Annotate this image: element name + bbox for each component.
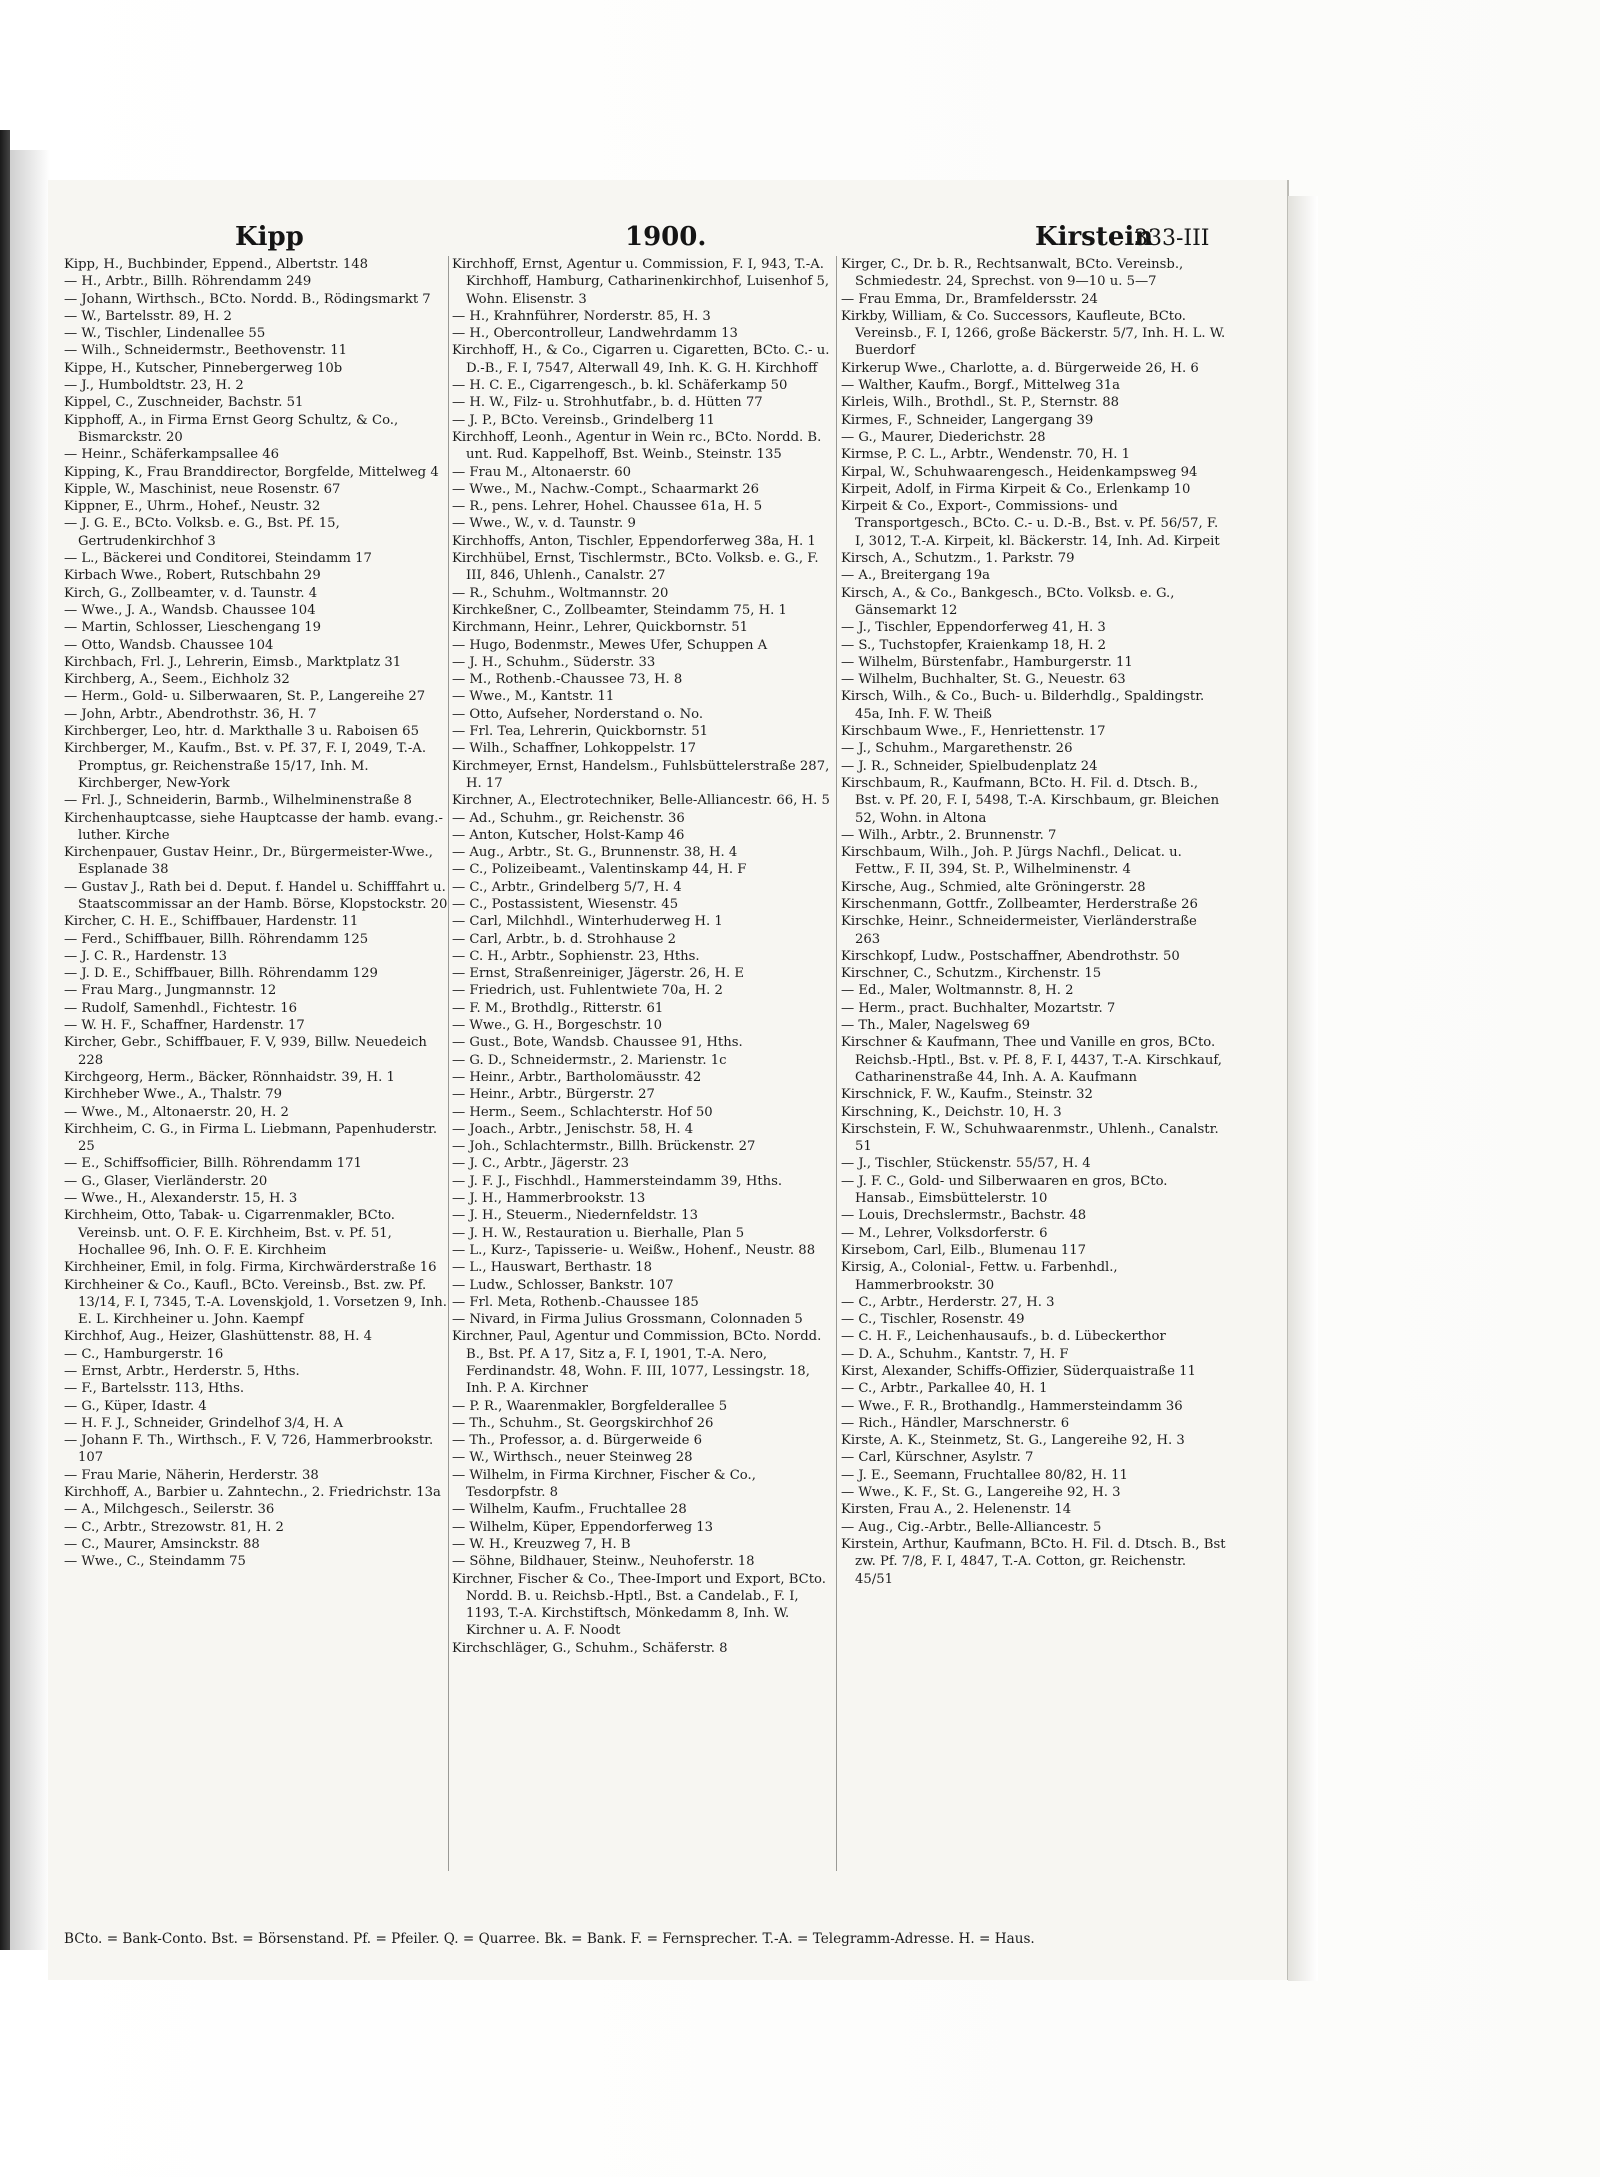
directory-entry: — Martin, Schlosser, Lieschengang 19: [64, 620, 322, 636]
directory-entry: — Frau M., Altonaerstr. 60: [452, 464, 631, 480]
directory-entry: — Wwe., C., Steindamm 75: [64, 1554, 246, 1570]
directory-entry: — Carl, Milchhdl., Winterhuderweg H. 1: [452, 914, 723, 930]
directory-entry: — J. E., Seemann, Fruchtallee 80/82, H. 11: [841, 1467, 1128, 1483]
directory-entry: Kirchner, Fischer & Co., Thee-Import und Export, BCto. Nordd. B. u. Reichsb.-Hptl., Bst. a Candelab., F. I, 1193, T.-A. Kirchstiftsch, Mönkedamm 8, Inh. W. Kirchner u. A. F. Noodt: [452, 1571, 826, 1639]
directory-entry: — J. C. R., Hardenstr. 13: [64, 948, 228, 964]
directory-entry: — C., Arbtr., Parkallee 40, H. 1: [841, 1381, 1048, 1397]
directory-entry: — Frau Emma, Dr., Bramfeldersstr. 24: [841, 291, 1098, 307]
directory-entry: — J., Humboldtstr. 23, H. 2: [64, 378, 244, 394]
directory-entry: — W. H., Kreuzweg 7, H. B: [452, 1536, 631, 1552]
directory-entry: — Joach., Arbtr., Jenischstr. 58, H. 4: [452, 1121, 694, 1137]
directory-entry: — Wilh., Schaffner, Lohkoppelstr. 17: [452, 741, 696, 757]
directory-entry: Kirsche, Aug., Schmied, alte Gröningerstr. 28: [841, 879, 1146, 895]
directory-entry: Kirchhoff, Ernst, Agentur u. Commission, F. I, 943, T.-A. Kirchhoff, Hamburg, Catharinenkirchhof, Luisenhof 5, Wohn. Elisenstr. 3: [452, 257, 830, 307]
directory-entry: — Wwe., M., Altonaerstr. 20, H. 2: [64, 1104, 289, 1120]
directory-entry: — Wilhelm, Bürstenfabr., Hamburgerstr. 11: [841, 654, 1133, 670]
directory-entry: Kirchhoff, A., Barbier u. Zahntechn., 2. Friedrichstr. 13a: [64, 1485, 441, 1501]
directory-entry: Kirschbaum, R., Kaufmann, BCto. H. Fil. d. Dtsch. B., Bst. v. Pf. 20, F. I, 5498, T.-A. Kirschbaum, gr. Bleichen 52, Wohn. in Altona: [841, 775, 1220, 826]
directory-entry: Kirbach Wwe., Robert, Rutschbahn 29: [64, 568, 321, 584]
directory-entry: Kirchhoffs, Anton, Tischler, Eppendorferweg 38a, H. 1: [452, 533, 816, 549]
directory-entry: Kippel, C., Zuschneider, Bachstr. 51: [64, 395, 304, 411]
directory-entry: Kirchhübel, Ernst, Tischlermstr., BCto. Volksb. e. G., F. III, 846, Uhlenh., Canalstr. 27: [452, 551, 819, 584]
directory-entry: Kirchbach, Frl. J., Lehrerin, Eimsb., Marktplatz 31: [64, 654, 402, 670]
directory-entry: — S., Tuchstopfer, Kraienkamp 18, H. 2: [841, 637, 1107, 653]
directory-entry: — Th., Professor, a. d. Bürgerweide 6: [452, 1433, 703, 1449]
directory-entry: — M., Rothenb.-Chaussee 73, H. 8: [452, 672, 683, 688]
directory-entry: Kirmes, F., Schneider, Langergang 39: [841, 412, 1094, 428]
directory-entry: — Wwe., J. A., Wandsb. Chaussee 104: [64, 602, 316, 618]
directory-entry: — F., Bartelsstr. 113, Hths.: [64, 1381, 245, 1397]
directory-entry: Kirleis, Wilh., Brothdl., St. P., Sternstr. 88: [841, 395, 1120, 411]
directory-entry: — Aug., Arbtr., St. G., Brunnenstr. 38, H. 4: [452, 845, 738, 861]
directory-entry: — Wwe., H., Alexanderstr. 15, H. 3: [64, 1191, 298, 1207]
directory-entry: — Walther, Kaufm., Borgf., Mittelweg 31a: [841, 378, 1120, 394]
directory-entry: Kirschner, C., Schutzm., Kirchenstr. 15: [841, 966, 1102, 982]
directory-entry: — J. H. W., Restauration u. Bierhalle, Plan 5: [452, 1225, 745, 1241]
directory-entry: — Carl, Kürschner, Asylstr. 7: [841, 1450, 1034, 1466]
directory-entry: Kirchheiner, Emil, in folg. Firma, Kirchwärderstraße 16: [64, 1260, 437, 1276]
directory-entry: — Hugo, Bodenmstr., Mewes Ufer, Schuppen A: [452, 637, 768, 653]
directory-entry: — J. H., Hammerbrookstr. 13: [452, 1191, 646, 1207]
directory-entry: — Frl. Tea, Lehrerin, Quickbornstr. 51: [452, 724, 708, 740]
directory-entry: — Wilhelm, in Firma Kirchner, Fischer & Co., Tesdorpfstr. 8: [452, 1467, 756, 1501]
directory-entry: — Frl. Meta, Rothenb.-Chaussee 185: [452, 1294, 699, 1310]
directory-entry: Kirchenpauer, Gustav Heinr., Dr., Bürgermeister-Wwe., Esplanade 38: [64, 845, 433, 878]
directory-entry: Kirsch, A., & Co., Bankgesch., BCto. Volksb. e. G., Gänsemarkt 12: [841, 585, 1175, 618]
directory-entry: Kirschbaum Wwe., F., Henriettenstr. 17: [841, 724, 1106, 740]
directory-entry: Kirschner & Kaufmann, Thee und Vanille en gros, BCto. Reichsb.-Hptl., Bst. v. Pf. 8, F. I, 4437, T.-A. Kirschkauf, Catharinenstraße 44, Inh. A. A. Kaufmann: [841, 1035, 1222, 1085]
directory-entry: Kirchheber Wwe., A., Thalstr. 79: [64, 1087, 283, 1103]
directory-entry: — Herm., Seem., Schlachterstr. Hof 50: [452, 1104, 713, 1120]
directory-entry: — G., Glaser, Vierländerstr. 20: [64, 1173, 268, 1189]
book-spine: [0, 130, 10, 1950]
directory-entry: — W., Wirthsch., neuer Steinweg 28: [452, 1450, 693, 1466]
spine-shadow: [10, 150, 50, 1950]
directory-entry: — Otto, Aufseher, Norderstand o. No.: [452, 706, 704, 722]
page-number: 333-III: [1134, 226, 1210, 251]
directory-entry: Kirchner, Paul, Agentur und Commission, BCto. Nordd. B., Bst. Pf. A 17, Sitz a, F. I, 1901, T.-A. Nero, Ferdinandstr. 48, Wohn. F. III, 1077, Lessingstr. 18, Inh. P. A. Kirchner: [452, 1329, 822, 1397]
directory-entry: — A., Breitergang 19a: [841, 568, 990, 584]
directory-entry: — Gust., Bote, Wandsb. Chaussee 91, Hths.: [452, 1035, 743, 1051]
directory-entry: — Söhne, Bildhauer, Steinw., Neuhoferstr. 18: [452, 1554, 755, 1570]
directory-entry: — C. H. F., Leichenhausaufs., b. d. Lübeckerthor: [841, 1329, 1166, 1345]
directory-entry: — Frl. J., Schneiderin, Barmb., Wilhelminenstraße 8: [64, 793, 412, 809]
directory-entry: Kirchenhauptcasse, siehe Hauptcasse der hamb. evang.-luther. Kirche: [64, 810, 443, 843]
directory-entry: — J. G. E., BCto. Volksb. e. G., Bst. Pf. 15, Gertrudenkirchhof 3: [64, 516, 340, 549]
directory-entry: Kirchschläger, G., Schuhm., Schäferstr. 8: [452, 1640, 728, 1656]
directory-entry: Kirch, G., Zollbeamter, v. d. Taunstr. 4: [64, 585, 318, 601]
directory-entry: — Wilhelm, Küper, Eppendorferweg 13: [452, 1519, 714, 1535]
directory-entry: Kirpeit, Adolf, in Firma Kirpeit & Co., Erlenkamp 10: [841, 481, 1191, 497]
abbreviation-legend: BCto. = Bank-Conto. Bst. = Börsenstand. Pf. = Pfeiler. Q. = Quarree. Bk. = Bank. F. = Fernsprecher. T.-A. = Telegramm-Adresse. H. = Haus.: [64, 1931, 1035, 1947]
directory-entry: — C., Arbtr., Strezowstr. 81, H. 2: [64, 1519, 284, 1535]
directory-entry: Kirst, Alexander, Schiffs-Offizier, Süderquaistraße 11: [841, 1364, 1196, 1379]
directory-entry: Kirste, A. K., Steinmetz, St. G., Langereihe 92, H. 3: [841, 1433, 1185, 1449]
directory-entry: — H. W., Filz- u. Strohhutfabr., b. d. Hütten 77: [452, 395, 763, 411]
directory-entry: — Ludw., Schlosser, Bankstr. 107: [452, 1277, 674, 1293]
directory-entry: Kircher, Gebr., Schiffbauer, F. V, 939, Billw. Neuedeich 228: [64, 1035, 427, 1068]
running-header: [60, 222, 1240, 254]
directory-entry: — Ed., Maler, Woltmannstr. 8, H. 2: [841, 983, 1074, 999]
directory-entry: — F. M., Brothdlg., Ritterstr. 61: [452, 1000, 664, 1016]
directory-entry: — Frau Marie, Näherin, Herderstr. 38: [64, 1467, 319, 1483]
directory-entry: — J., Tischler, Stückenstr. 55/57, H. 4: [841, 1156, 1091, 1172]
directory-entry: — Wwe., M., Nachw.-Compt., Schaarmarkt 26: [452, 481, 760, 497]
directory-entry: Kirger, C., Dr. b. R., Rechtsanwalt, BCto. Vereinsb., Schmiedestr. 24, Sprechst. von 9—10 u. 5—7: [841, 257, 1184, 290]
directory-entry: — Wwe., K. F., St. G., Langereihe 92, H. 3: [841, 1485, 1121, 1501]
directory-entry: Kipphoff, A., in Firma Ernst Georg Schultz, & Co., Bismarckstr. 20: [64, 412, 399, 445]
directory-entry: Kirsebom, Carl, Eilb., Blumenau 117: [841, 1242, 1087, 1258]
directory-entry: — C., Maurer, Amsinckstr. 88: [64, 1536, 260, 1552]
directory-entry: — C., Hamburgerstr. 16: [64, 1346, 224, 1362]
directory-entry: Kircher, C. H. E., Schiffbauer, Hardenstr. 11: [64, 914, 359, 930]
directory-entry: — W., Bartelsstr. 89, H. 2: [64, 308, 232, 324]
directory-entry: — Wwe., F. R., Brothandlg., Hammersteindamm 36: [841, 1398, 1183, 1414]
directory-entry: — W., Tischler, Lindenallee 55: [64, 326, 266, 342]
directory-column-3: [841, 256, 1226, 1856]
directory-entry: Kirchhoff, Leonh., Agentur in Wein rc., BCto. Nordd. B. unt. Rud. Kappelhoff, Bst. Weinb., Steinstr. 135: [452, 429, 822, 463]
directory-entry: — J., Tischler, Eppendorferweg 41, H. 3: [841, 620, 1106, 636]
directory-entry: — M., Lehrer, Volksdorferstr. 6: [841, 1225, 1048, 1241]
directory-entry: — Anton, Kutscher, Holst-Kamp 46: [452, 827, 685, 843]
directory-entry: — E., Schiffsofficier, Billh. Röhrendamm 171: [64, 1156, 362, 1172]
directory-entry: — G. D., Schneidermstr., 2. Marienstr. 1c: [452, 1052, 727, 1068]
directory-entry: Kirchberger, Leo, htr. d. Markthalle 3 u. Raboisen 65: [64, 724, 419, 740]
directory-entry: — H., Obercontrolleur, Landwehrdamm 13: [452, 326, 738, 342]
directory-entry: — C., Polizeibeamt., Valentinskamp 44, H. F: [452, 862, 747, 878]
directory-entry: Kippe, H., Kutscher, Pinnebergerweg 10b: [64, 360, 343, 376]
directory-entry: — Nivard, in Firma Julius Grossmann, Colonnaden 5: [452, 1312, 803, 1328]
directory-entry: — Ernst, Straßenreiniger, Jägerstr. 26, H. E: [452, 966, 745, 982]
directory-entry: — Rudolf, Samenhdl., Fichtestr. 16: [64, 1000, 298, 1016]
directory-entry: — J., Schuhm., Margarethenstr. 26: [841, 741, 1073, 757]
directory-entry: — H., Krahnführer, Norderstr. 85, H. 3: [452, 308, 711, 324]
directory-entry: — L., Kurz-, Tapisserie- u. Weißw., Hohenf., Neustr. 88: [452, 1242, 816, 1258]
directory-entry: Kirchheim, Otto, Tabak- u. Cigarrenmakler, BCto. Vereinsb. unt. O. F. E. Kirchheim, Bst. v. Pf. 51, Hochallee 96, Inh. O. F. E. Kirchheim: [64, 1208, 395, 1258]
directory-column-1: [64, 256, 449, 1856]
directory-entry: Kirchgeorg, Herm., Bäcker, Rönnhaidstr. 39, H. 1: [64, 1069, 395, 1085]
directory-entry: — Ernst, Arbtr., Herderstr. 5, Hths.: [64, 1364, 300, 1379]
directory-entry: — J. F. C., Gold- und Silberwaaren en gros, BCto. Hansab., Eimsbüttelerstr. 10: [841, 1173, 1168, 1207]
directory-entry: — J. H., Steuerm., Niedernfeldstr. 13: [452, 1208, 698, 1224]
directory-entry: — J. F. J., Fischhdl., Hammersteindamm 39, Hths.: [452, 1173, 783, 1189]
directory-entry: Kipp, H., Buchbinder, Eppend., Albertstr. 148: [64, 257, 369, 272]
directory-entry: — Heinr., Arbtr., Bürgerstr. 27: [452, 1087, 655, 1103]
directory-entry: Kirchmeyer, Ernst, Handelsm., Fuhlsbüttelerstraße 287, H. 17: [452, 758, 830, 791]
directory-entry: Kirschke, Heinr., Schneidermeister, Vierländerstraße 263: [841, 914, 1197, 947]
directory-entry: — G., Maurer, Diederichstr. 28: [841, 429, 1046, 445]
directory-entry: — A., Milchgesch., Seilerstr. 36: [64, 1502, 275, 1518]
directory-entry: — Wilh., Arbtr., 2. Brunnenstr. 7: [841, 827, 1057, 843]
directory-column-2: [452, 256, 837, 1856]
directory-entry: — J. P., BCto. Vereinsb., Grindelberg 11: [452, 412, 715, 428]
directory-entry: — Frau Marg., Jungmannstr. 12: [64, 983, 277, 999]
directory-entry: Kirschkopf, Ludw., Postschaffner, Abendrothstr. 50: [841, 948, 1180, 964]
directory-entry: Kirchhof, Aug., Heizer, Glashüttenstr. 88, H. 4: [64, 1329, 373, 1345]
directory-entry: Kirchheim, C. G., in Firma L. Liebmann, Papenhuderstr. 25: [64, 1121, 438, 1155]
directory-entry: — Ad., Schuhm., gr. Reichenstr. 36: [452, 810, 685, 826]
directory-entry: — John, Arbtr., Abendrothstr. 36, H. 7: [64, 706, 317, 722]
directory-entry: Kirchberger, M., Kaufm., Bst. v. Pf. 37, F. I, 2049, T.-A. Promptus, gr. Reichenstraße 15/17, Inh. M. Kirchberger, New-York: [64, 741, 427, 791]
directory-entry: — Th., Maler, Nagelsweg 69: [841, 1018, 1031, 1034]
directory-entry: — C. H., Arbtr., Sophienstr. 23, Hths.: [452, 948, 700, 964]
directory-entry: — J. D. E., Schiffbauer, Billh. Röhrendamm 129: [64, 966, 378, 982]
directory-entry: — L., Bäckerei und Conditorei, Steindamm 17: [64, 551, 372, 567]
directory-entry: Kirchberg, A., Seem., Eichholz 32: [64, 672, 290, 688]
header-left-keyword: Kipp: [235, 222, 304, 252]
header-year: 1900.: [625, 222, 707, 252]
page-edge-shadow: [1288, 196, 1318, 1981]
directory-entry: — Wwe., M., Kantstr. 11: [452, 689, 615, 705]
directory-entry: — R., Schuhm., Woltmannstr. 20: [452, 585, 669, 601]
directory-entry: — Gustav J., Rath bei d. Deput. f. Handel u. Schifffahrt u. Staatscommissar an der Hamb. Börse, Klopstockstr. 20: [64, 879, 448, 912]
directory-entry: — D. A., Schuhm., Kantstr. 7, H. F: [841, 1346, 1069, 1362]
directory-entry: — C., Postassistent, Wiesenstr. 45: [452, 896, 679, 912]
directory-entry: Kirsten, Frau A., 2. Helenenstr. 14: [841, 1502, 1072, 1518]
directory-entry: — Th., Schuhm., St. Georgskirchhof 26: [452, 1415, 714, 1431]
directory-entry: Kirschnick, F. W., Kaufm., Steinstr. 32: [841, 1087, 1093, 1103]
directory-entry: — P. R., Waarenmakler, Borgfelderallee 5: [452, 1398, 728, 1414]
directory-entry: — Wilhelm, Buchhalter, St. G., Neuestr. 63: [841, 672, 1126, 688]
directory-entry: Kirschenmann, Gottfr., Zollbeamter, Herderstraße 26: [841, 896, 1198, 912]
directory-entry: Kirstein, Arthur, Kaufmann, BCto. H. Fil. d. Dtsch. B., Bst zw. Pf. 7/8, F. I, 4847, T.-A. Cotton, gr. Reichenstr. 45/51: [841, 1536, 1226, 1587]
directory-entry: — Wwe., W., v. d. Taunstr. 9: [452, 516, 636, 532]
directory-entry: — Wwe., G. H., Borgeschstr. 10: [452, 1018, 663, 1034]
directory-entry: Kirmse, P. C. L., Arbtr., Wendenstr. 70, H. 1: [841, 447, 1131, 463]
directory-entry: — J. R., Schneider, Spielbudenplatz 24: [841, 758, 1098, 774]
directory-entry: — H. C. E., Cigarrengesch., b. kl. Schäferkamp 50: [452, 378, 788, 394]
directory-entry: — Louis, Drechslermstr., Bachstr. 48: [841, 1208, 1087, 1224]
directory-entry: Kirsch, Wilh., & Co., Buch- u. Bilderhdlg., Spaldingstr. 45a, Inh. F. W. Theiß: [841, 689, 1205, 722]
directory-entry: — Joh., Schlachtermstr., Billh. Brückenstr. 27: [452, 1139, 756, 1155]
directory-entry: — Herm., pract. Buchhalter, Mozartstr. 7: [841, 1000, 1116, 1016]
directory-entry: — Heinr., Schäferkampsallee 46: [64, 447, 280, 463]
directory-entry: — H. F. J., Schneider, Grindelhof 3/4, H. A: [64, 1415, 344, 1431]
directory-entry: — Aug., Cig.-Arbtr., Belle-Alliancestr. 5: [841, 1519, 1102, 1535]
directory-entry: — Herm., Gold- u. Silberwaaren, St. P., Langereihe 27: [64, 689, 426, 705]
directory-entry: Kirschning, K., Deichstr. 10, H. 3: [841, 1104, 1062, 1120]
directory-entry: — L., Hauswart, Berthastr. 18: [452, 1260, 653, 1276]
header-right-keyword: Kirstein: [1035, 222, 1154, 252]
directory-entry: Kippner, E., Uhrm., Hohef., Neustr. 32: [64, 499, 321, 515]
directory-entry: — J. C., Arbtr., Jägerstr. 23: [452, 1156, 630, 1172]
directory-entry: — Otto, Wandsb. Chaussee 104: [64, 637, 274, 653]
directory-entry: Kirpeit & Co., Export-, Commissions- und Transportgesch., BCto. C.- u. D.-B., Bst. v. Pf. 56/57, F. I, 3012, T.-A. Kirpeit, kl. Bäckerstr. 14, Inh. Ad. Kirpeit: [841, 499, 1220, 549]
directory-entry: Kirkerup Wwe., Charlotte, a. d. Bürgerweide 26, H. 6: [841, 360, 1199, 376]
directory-entry: — Ferd., Schiffbauer, Billh. Röhrendamm 125: [64, 931, 369, 947]
directory-entry: Kipping, K., Frau Branddirector, Borgfelde, Mittelweg 4: [64, 464, 439, 480]
directory-entry: Kirchner, A., Electrotechniker, Belle-Alliancestr. 66, H. 5: [452, 793, 830, 809]
directory-entry: — Carl, Arbtr., b. d. Strohhause 2: [452, 931, 676, 947]
directory-entry: Kirchmann, Heinr., Lehrer, Quickbornstr. 51: [452, 620, 748, 636]
directory-entry: — Rich., Händler, Marschnerstr. 6: [841, 1415, 1070, 1431]
directory-entry: Kirsch, A., Schutzm., 1. Parkstr. 79: [841, 551, 1075, 567]
directory-entry: Kipple, W., Maschinist, neue Rosenstr. 67: [64, 481, 341, 497]
directory-entry: — Johann, Wirthsch., BCto. Nordd. B., Rödingsmarkt 7: [64, 291, 431, 307]
directory-entry: — C., Arbtr., Grindelberg 5/7, H. 4: [452, 879, 682, 895]
directory-entry: Kirsig, A., Colonial-, Fettw. u. Farbenhdl., Hammerbrookstr. 30: [841, 1260, 1118, 1293]
directory-entry: Kirschstein, F. W., Schuhwaarenmstr., Uhlenh., Canalstr. 51: [841, 1121, 1219, 1155]
directory-entry: — Wilhelm, Kaufm., Fruchtallee 28: [452, 1502, 687, 1518]
directory-entry: — Wilh., Schneidermstr., Beethovenstr. 11: [64, 343, 348, 359]
directory-entry: Kirschbaum, Wilh., Joh. P. Jürgs Nachfl., Delicat. u. Fettw., F. II, 394, St. P., Wilhelminenstr. 4: [841, 845, 1182, 878]
directory-entry: — Friedrich, ust. Fuhlentwiete 70a, H. 2: [452, 983, 723, 999]
directory-entry: — J. H., Schuhm., Süderstr. 33: [452, 654, 656, 670]
directory-entry: Kirchkeßner, C., Zollbeamter, Steindamm 75, H. 1: [452, 602, 787, 618]
directory-entry: — G., Küper, Idastr. 4: [64, 1398, 207, 1414]
directory-entry: Kirpal, W., Schuhwaarengesch., Heidenkampsweg 94: [841, 464, 1198, 480]
directory-entry: — Johann F. Th., Wirthsch., F. V, 726, Hammerbrookstr. 107: [64, 1433, 434, 1466]
directory-entry: — W. H. F., Schaffner, Hardenstr. 17: [64, 1018, 305, 1034]
directory-entry: — R., pens. Lehrer, Hohel. Chaussee 61a, H. 5: [452, 499, 763, 515]
directory-entry: — Heinr., Arbtr., Bartholomäusstr. 42: [452, 1069, 702, 1085]
directory-entry: Kirchhoff, H., & Co., Cigarren u. Cigaretten, BCto. C.- u. D.-B., F. I, 7547, Alterwall 49, Inh. K. G. H. Kirchhoff: [452, 343, 830, 376]
directory-entry: — C., Tischler, Rosenstr. 49: [841, 1312, 1025, 1328]
directory-entry: — C., Arbtr., Herderstr. 27, H. 3: [841, 1294, 1055, 1310]
directory-entry: Kirchheiner & Co., Kaufl., BCto. Vereinsb., Bst. zw. Pf. 13/14, F. I, 7345, T.-A. Lovenskjold, 1. Vorsetzen 9, Inh. E. L. Kirchheiner u. John. Kaempf: [64, 1277, 447, 1328]
directory-entry: — H., Arbtr., Billh. Röhrendamm 249: [64, 274, 312, 290]
directory-entry: Kirkby, William, & Co. Successors, Kaufleute, BCto. Vereinsb., F. I, 1266, große Bäckerstr. 5/7, Inh. H. L. W. Buerdorf: [841, 308, 1226, 359]
